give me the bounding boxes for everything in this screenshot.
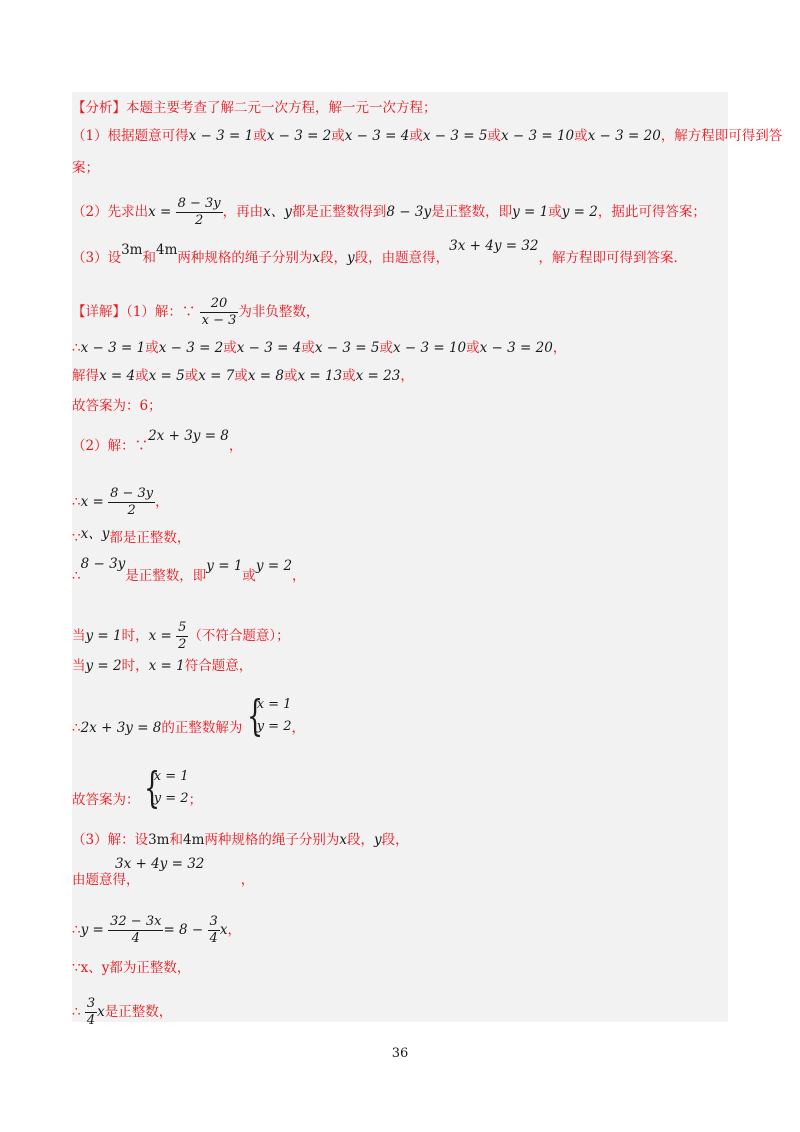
fraction: $\frac{20}{x - 3}$ xyxy=(201,296,237,328)
fraction: $\frac{3}{4}$ xyxy=(86,996,96,1028)
detail-case-y1: 当y = 1时，x = $\frac{5}{2}$ （不符合题意）； xyxy=(72,620,290,652)
fraction: $\frac{3}{4}$ xyxy=(209,914,218,946)
analysis-part3: （3）设3m和4m两种规格的绳子分别为x段，y段，由题意得，3x + 4y = 32，解方程即可得到答案． xyxy=(72,238,688,266)
detail-integer-line: ∴8 − 3y是正整数，即y = 1或y = 2， xyxy=(72,556,306,584)
detail-answer-2: 故答案为： { x = 1 y = 2 ； xyxy=(72,763,203,812)
analysis-part2: （2）先求出x = $\frac{8 - 3y}{2}$ ，再由x、y都是正整数得到8 − 3y是正整数，即y = 1或y = 2，据此可得答案； xyxy=(72,196,706,228)
page-number: 36 xyxy=(391,1046,409,1061)
detail-solutions-line: 解得x = 4或x = 5或x = 7或x = 8或x = 13或x = 23， xyxy=(72,368,414,384)
detail-part3-head: （3）解：设3m和4m两种规格的绳子分别为x段，y段， xyxy=(72,832,409,848)
detail-final-line: ∴ $\frac{3}{4}$ x是正整数， xyxy=(72,996,173,1028)
analysis-heading: 【分析】本题主要考查了解二元一次方程，解一元一次方程； xyxy=(72,100,437,116)
detail-integer-solution: ∴2x + 3y = 8的正整数解为 { x = 1 y = 2 ， xyxy=(72,691,305,740)
detail-x-expression: ∴x = $\frac{8 - 3y}{2}$ ， xyxy=(72,486,169,518)
detail-equations-line: ∴x − 3 = 1或x − 3 = 2或x − 3 = 4或x − 3 = 5或x − 3 = 10或x − 3 = 20， xyxy=(72,340,567,356)
fraction: $\frac{8 - 3y}{2}$ xyxy=(177,196,221,228)
detail-because-line: ∵x、y都是正整数， xyxy=(72,526,191,546)
fraction: $\frac{32 - 3x}{4}$ xyxy=(110,914,162,946)
analysis-part1-cont: 案； xyxy=(72,160,99,176)
equation-system: { x = 1 y = 2 xyxy=(246,691,292,740)
fraction: $\frac{5}{2}$ xyxy=(178,620,187,652)
equation-system: { x = 1 y = 2 xyxy=(143,763,189,812)
analysis-part1: （1）根据题意可得x − 3 = 1或x − 3 = 2或x − 3 = 4或x − 3 = 5或x − 3 = 10或x − 3 = 20，解方程即可得到答 xyxy=(72,128,783,144)
detail-case-y2: 当y = 2时，x = 1符合题意， xyxy=(72,658,253,674)
detail-because-xy: ∵x、y都为正整数， xyxy=(72,960,191,976)
detail-part1-head: 【详解】（1）解：∵ $\frac{20}{x - 3}$ 为非负整数， xyxy=(72,296,320,328)
detail-equation-3x4y: 3x + 4y = 32 xyxy=(115,856,205,872)
detail-given-line: 由题意得， ， xyxy=(72,872,255,888)
detail-y-expression: ∴y = $\frac{32 - 3x}{4}$ = 8 − $\frac{3}{4}$ x， xyxy=(72,914,241,946)
detail-part2-head: （2）解：∵2x + 3y = 8， xyxy=(72,428,243,454)
fraction: $\frac{8 - 3y}{2}$ xyxy=(110,486,154,518)
detail-answer-1: 故答案为：6； xyxy=(72,398,162,414)
